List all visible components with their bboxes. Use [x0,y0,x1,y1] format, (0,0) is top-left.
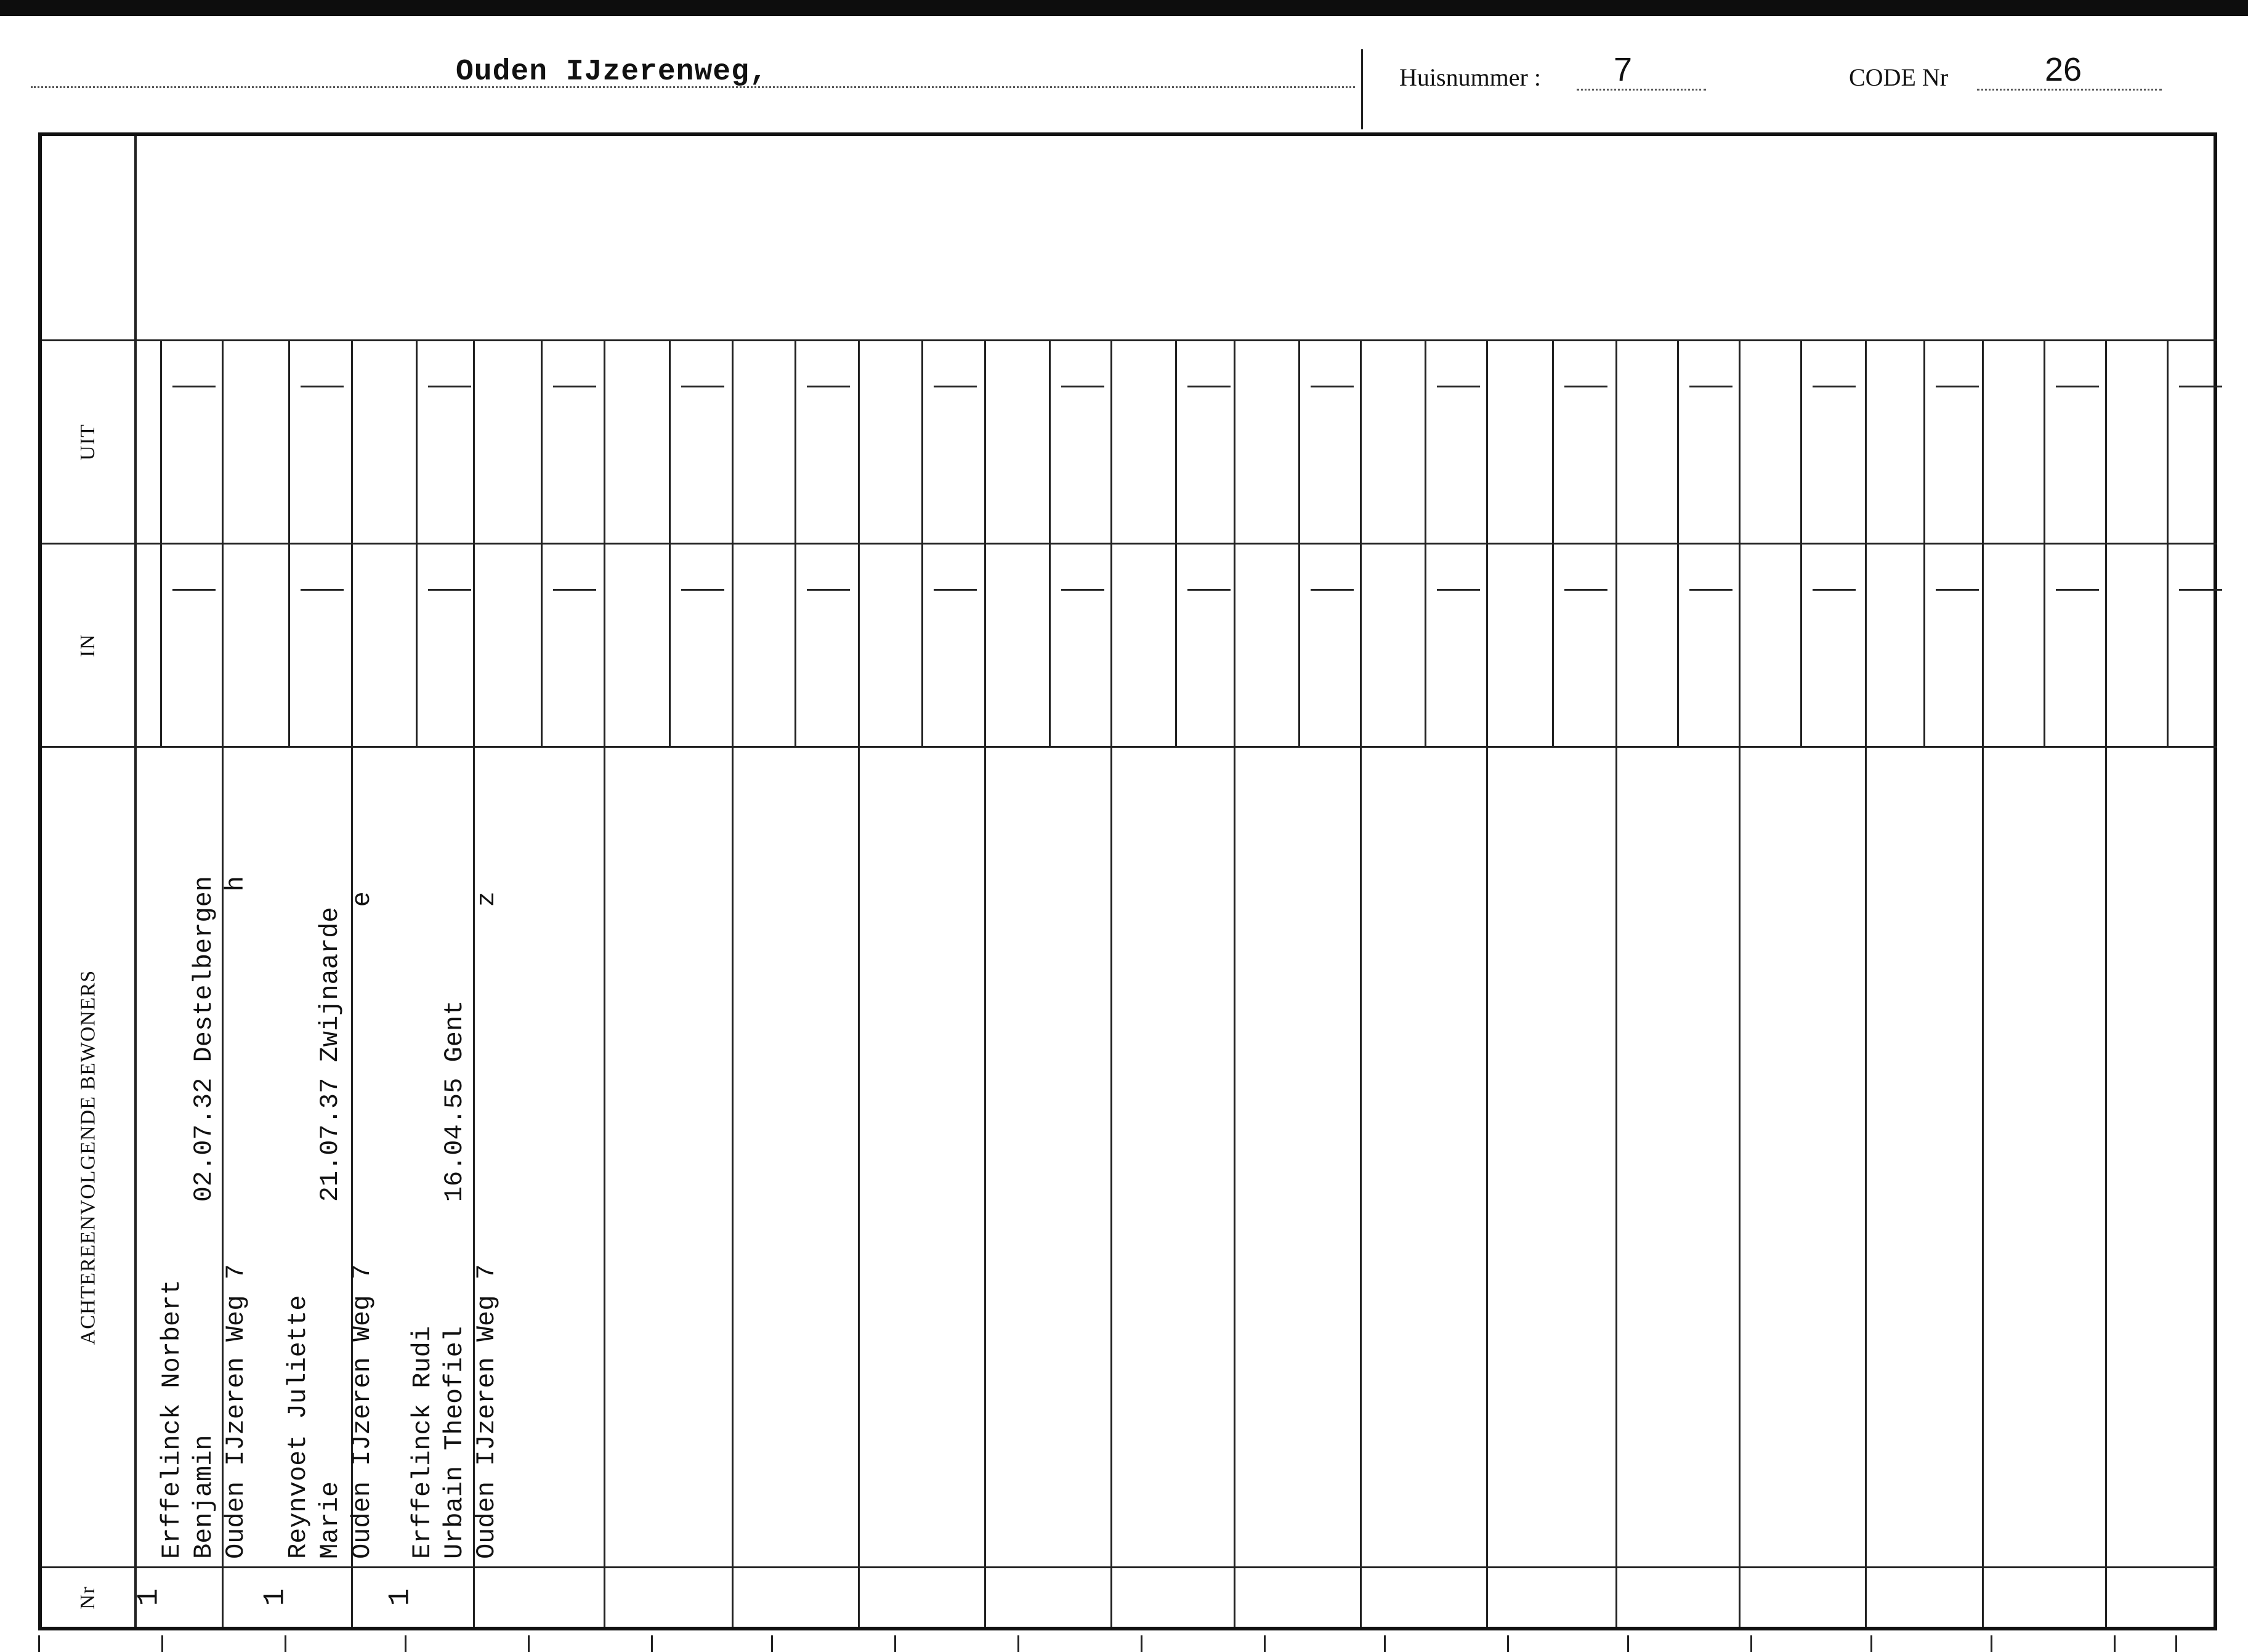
resident-1-line-1: Erffelinck Norbert [157,1279,187,1559]
entry-dash-uit-8 [1061,386,1104,387]
in-label: IN [76,633,99,657]
resident-1-line-3: Ouden IJzeren Weg 7 h [221,876,251,1559]
bottom-tick-16 [1870,1635,1872,1652]
column-line-6 [858,339,860,1627]
column-line-12 [1615,339,1617,1627]
bottom-tick-7 [771,1635,773,1652]
nr-label: Nr [76,1585,99,1609]
resident-3-line-3: Ouden IJzeren Weg 7 z [472,891,501,1559]
subcolumn-line-in-1 [160,543,162,746]
bottom-tick-6 [651,1635,653,1652]
house-number-dots [1577,89,1706,91]
subcolumn-line-in-12 [1552,543,1554,746]
column-line-10 [1360,339,1362,1627]
subcolumn-line-uit-7 [921,339,923,543]
resident-3-line-1: Erffelinck Rudi [408,1326,437,1559]
subcolumn-line-uit-12 [1552,339,1554,543]
entry-dash-in-14 [1813,589,1856,591]
resident-entry-3 [406,758,530,1559]
column-line-11 [1486,339,1488,1627]
bottom-tick-9 [1017,1635,1019,1652]
entry-dash-in-9 [1187,589,1231,591]
subcolumn-line-in-11 [1425,543,1426,746]
entry-dash-uit-4 [553,386,596,387]
code-number-dots [1977,89,2162,91]
house-number-label: Huisnummer : [1399,63,1541,91]
resident-3-nr: 1 [384,1588,418,1606]
row-divider-in [134,746,2217,748]
resident-1-nr: 1 [132,1588,166,1606]
entry-dash-in-15 [1936,589,1979,591]
subcolumn-line-uit-6 [794,339,796,543]
entry-dash-uit-11 [1437,386,1480,387]
bottom-tick-5 [528,1635,530,1652]
subcolumn-line-uit-11 [1425,339,1426,543]
register-table [38,132,2217,1630]
bottom-tick-18 [2114,1635,2116,1652]
subcolumn-line-in-3 [416,543,418,746]
subcolumn-line-in-4 [541,543,543,746]
entry-dash-uit-5 [681,386,724,387]
entry-dash-in-4 [553,589,596,591]
column-line-8 [1110,339,1112,1627]
subcolumn-line-in-16 [2044,543,2045,746]
subcolumn-line-uit-15 [1923,339,1925,543]
entry-dash-uit-7 [934,386,977,387]
bottom-tick-8 [894,1635,896,1652]
bottom-tick-3 [285,1635,286,1652]
entry-dash-in-13 [1689,589,1732,591]
column-line-15 [1982,339,1984,1627]
resident-3-line-2: Urbain Theofiel 16.04.55 Gent [440,1000,469,1559]
entry-dash-uit-9 [1187,386,1231,387]
entry-dash-uit-3 [428,386,471,387]
top-edge-bar [0,0,2248,16]
column-line-14 [1865,339,1867,1627]
subcolumn-line-in-17 [2167,543,2169,746]
entry-dash-in-8 [1061,589,1104,591]
resident-entry-2 [282,758,405,1559]
bottom-tick-2 [161,1635,163,1652]
subcolumn-line-in-10 [1298,543,1300,746]
entry-dash-uit-15 [1936,386,1979,387]
bottom-tick-4 [405,1635,406,1652]
column-line-7 [984,339,986,1627]
house-number-value: 7 [1614,51,1633,88]
bottom-tick-10 [1141,1635,1142,1652]
entry-dash-in-3 [428,589,471,591]
entry-dash-uit-13 [1689,386,1732,387]
entry-dash-in-5 [681,589,724,591]
entry-dash-uit-6 [807,386,850,387]
column-line-4 [604,339,605,1627]
subcolumn-line-in-8 [1049,543,1051,746]
subcolumn-line-in-13 [1677,543,1679,746]
subcolumn-line-uit-3 [416,339,418,543]
bewoners-label: ACHTEREENVOLGENDE BEWONERS [76,970,100,1345]
subcolumn-line-uit-2 [288,339,290,543]
resident-2-line-2: Marie 21.07.37 Zwijnaarde [315,907,345,1559]
entry-dash-uit-17 [2179,386,2222,387]
subcolumn-line-uit-4 [541,339,543,543]
subcolumn-line-uit-13 [1677,339,1679,543]
resident-2-line-3: Ouden IJzeren Weg 7 e [347,891,377,1559]
subcolumn-line-uit-10 [1298,339,1300,543]
entry-dash-uit-12 [1564,386,1607,387]
subcolumn-line-uit-8 [1049,339,1051,543]
bottom-tick-14 [1627,1635,1629,1652]
subcolumn-line-uit-14 [1800,339,1802,543]
entry-dash-uit-16 [2056,386,2099,387]
subcolumn-line-in-6 [794,543,796,746]
entry-dash-in-12 [1564,589,1607,591]
entry-dash-uit-2 [301,386,344,387]
entry-dash-in-7 [934,589,977,591]
subcolumn-line-in-14 [1800,543,1802,746]
code-number-label: CODE Nr [1849,63,1949,91]
subcolumn-line-uit-16 [2044,339,2045,543]
column-line-16 [2105,339,2107,1627]
label-column-divider [134,136,137,1627]
entry-dash-in-1 [172,589,216,591]
column-line-5 [732,339,734,1627]
subcolumn-line-in-7 [921,543,923,746]
resident-entry-1 [156,758,279,1559]
entry-dash-uit-1 [172,386,216,387]
bottom-tick-11 [1264,1635,1266,1652]
subcolumn-line-in-2 [288,543,290,746]
entry-dash-in-16 [2056,589,2099,591]
entry-dash-in-2 [301,589,344,591]
bottom-tick-strip [38,1635,2217,1652]
resident-2-nr: 1 [259,1588,293,1606]
entry-dash-uit-14 [1813,386,1856,387]
subcolumn-line-in-15 [1923,543,1925,746]
subcolumn-line-in-9 [1175,543,1177,746]
resident-2-line-1: Reynvoet Juliette [283,1295,313,1559]
uit-label: UIT [76,423,99,461]
entry-dash-uit-10 [1311,386,1354,387]
bottom-tick-15 [1750,1635,1752,1652]
entry-dash-in-11 [1437,589,1480,591]
subcolumn-line-in-5 [669,543,671,746]
code-number-value: 26 [2045,51,2082,88]
bottom-tick-1 [38,1635,40,1652]
subcolumn-line-uit-9 [1175,339,1177,543]
subcolumn-line-uit-1 [160,339,162,543]
header-separator [1361,49,1363,129]
entry-dash-in-10 [1311,589,1354,591]
card-header [0,37,2248,136]
subcolumn-line-uit-5 [669,339,671,543]
bottom-tick-12 [1384,1635,1386,1652]
subcolumn-line-uit-17 [2167,339,2169,543]
column-line-13 [1739,339,1741,1627]
entry-dash-in-6 [807,589,850,591]
street-name: Ouden IJzerenweg, [456,55,768,89]
row-divider-bewoners [134,1566,2217,1568]
bottom-tick-19 [2175,1635,2177,1652]
resident-1-line-2: Benjamin 02.07.32 Destelbergen [189,876,219,1559]
entry-dash-in-17 [2179,589,2222,591]
bottom-tick-13 [1507,1635,1509,1652]
bottom-tick-17 [1991,1635,1992,1652]
column-line-9 [1234,339,1235,1627]
